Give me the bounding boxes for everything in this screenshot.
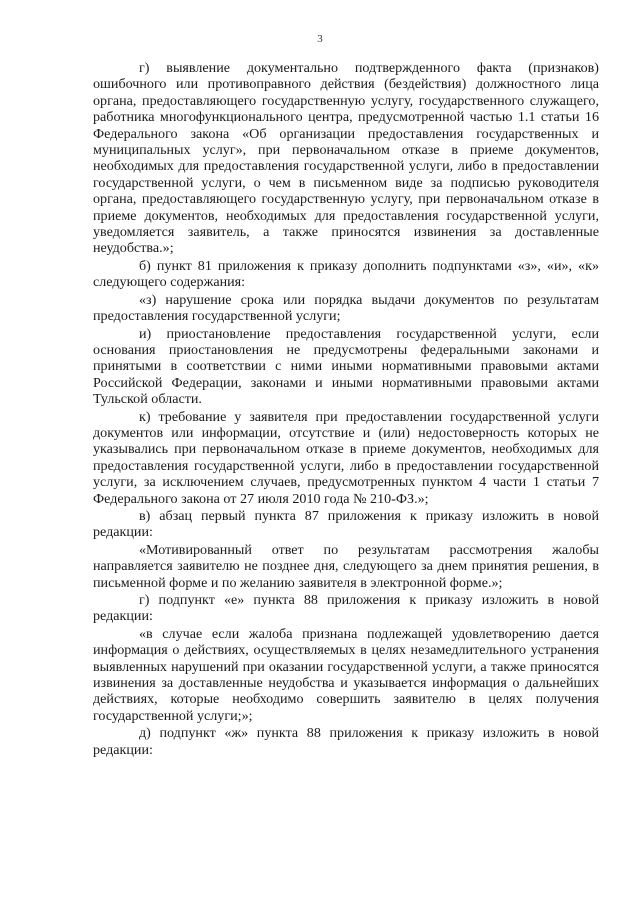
paragraph-d-item-88: д) подпункт «ж» пункта 88 приложения к приказу изложить в новой редакции: — [93, 725, 599, 758]
paragraph-b-item-81: б) пункт 81 приложения к приказу дополнить подпунктами «з», «и», «к» следующего содержания: — [93, 257, 599, 291]
paragraph-z-deadline-violation: «з) нарушение срока или порядка выдачи документов по результатам предоставления государственной услуги; — [93, 291, 599, 325]
paragraph-g-item-88: г) подпункт «е» пункта 88 приложения к приказу изложить в новой редакции: — [93, 592, 599, 625]
paragraph-i-suspension: и) приостановление предоставления государственной услуги, если основания приостановления не предусмотрены федеральными законами и принятыми в соответствии с ними иными нормативными правовыми актами Российской Федерации, законами и иными нормативными правовыми актами Тульской области. — [93, 325, 599, 408]
paragraph-k-requirement: к) требование у заявителя при предоставлении государственной услуги документов или информации, отсутствие и (или) недостоверность которых не указывались при первоначальном отказе в приеме документов, необходимых для предоставления государственной услуги, либо в предоставлении государственной услуги, за исключением случаев, предусмотренных пунктом 4 части 1 статьи 7 Федерального закона от 27 июля 2010 года № 210-ФЗ.»; — [93, 408, 599, 507]
paragraph-g-identification: г) выявление документально подтвержденного факта (признаков) ошибочного или противоправного действия (бездействия) должностного лица органа, предоставляющего государственную услугу, государственного служащего, работника многофункционального центра, предусмотренной частью 1.1 статьи 16 Федерального закона «Об организации предоставления государственных и муниципальных услуг», при первоначальном отказе в приеме документов, необходимых для предоставления государственной услуги, либо в предоставлении государственной услуги, о чем в письменном виде за подписью руководителя органа, предоставляющего государственную услугу, при первоначальном отказе в приеме документов, необходимых для предоставления государственной услуги, уведомляется заявитель, а также приносятся извинения за доставленные неудобства.»; — [93, 60, 599, 257]
page-number: 3 — [317, 33, 323, 45]
paragraph-v-item-87: в) абзац первый пункта 87 приложения к приказу изложить в новой редакции: — [93, 507, 599, 541]
document-body — [93, 60, 599, 758]
paragraph-motivated-answer: «Мотивированный ответ по результатам рассмотрения жалобы направляется заявителю не позднее дня, следующего за днем принятия решения, в письменной форме и по желанию заявителя в электронной форме.»; — [93, 541, 599, 591]
paragraph-complaint-satisfied: «в случае если жалоба признана подлежащей удовлетворению дается информация о действиях, осуществляемых в целях незамедлительного устранения выявленных нарушений при оказании государственной услуги, а также приносятся извинения за доставленные неудобства и указывается информация о дальнейших действиях, которые необходимо совершить заявителю в целях получения государственной услуги;»; — [93, 625, 599, 724]
